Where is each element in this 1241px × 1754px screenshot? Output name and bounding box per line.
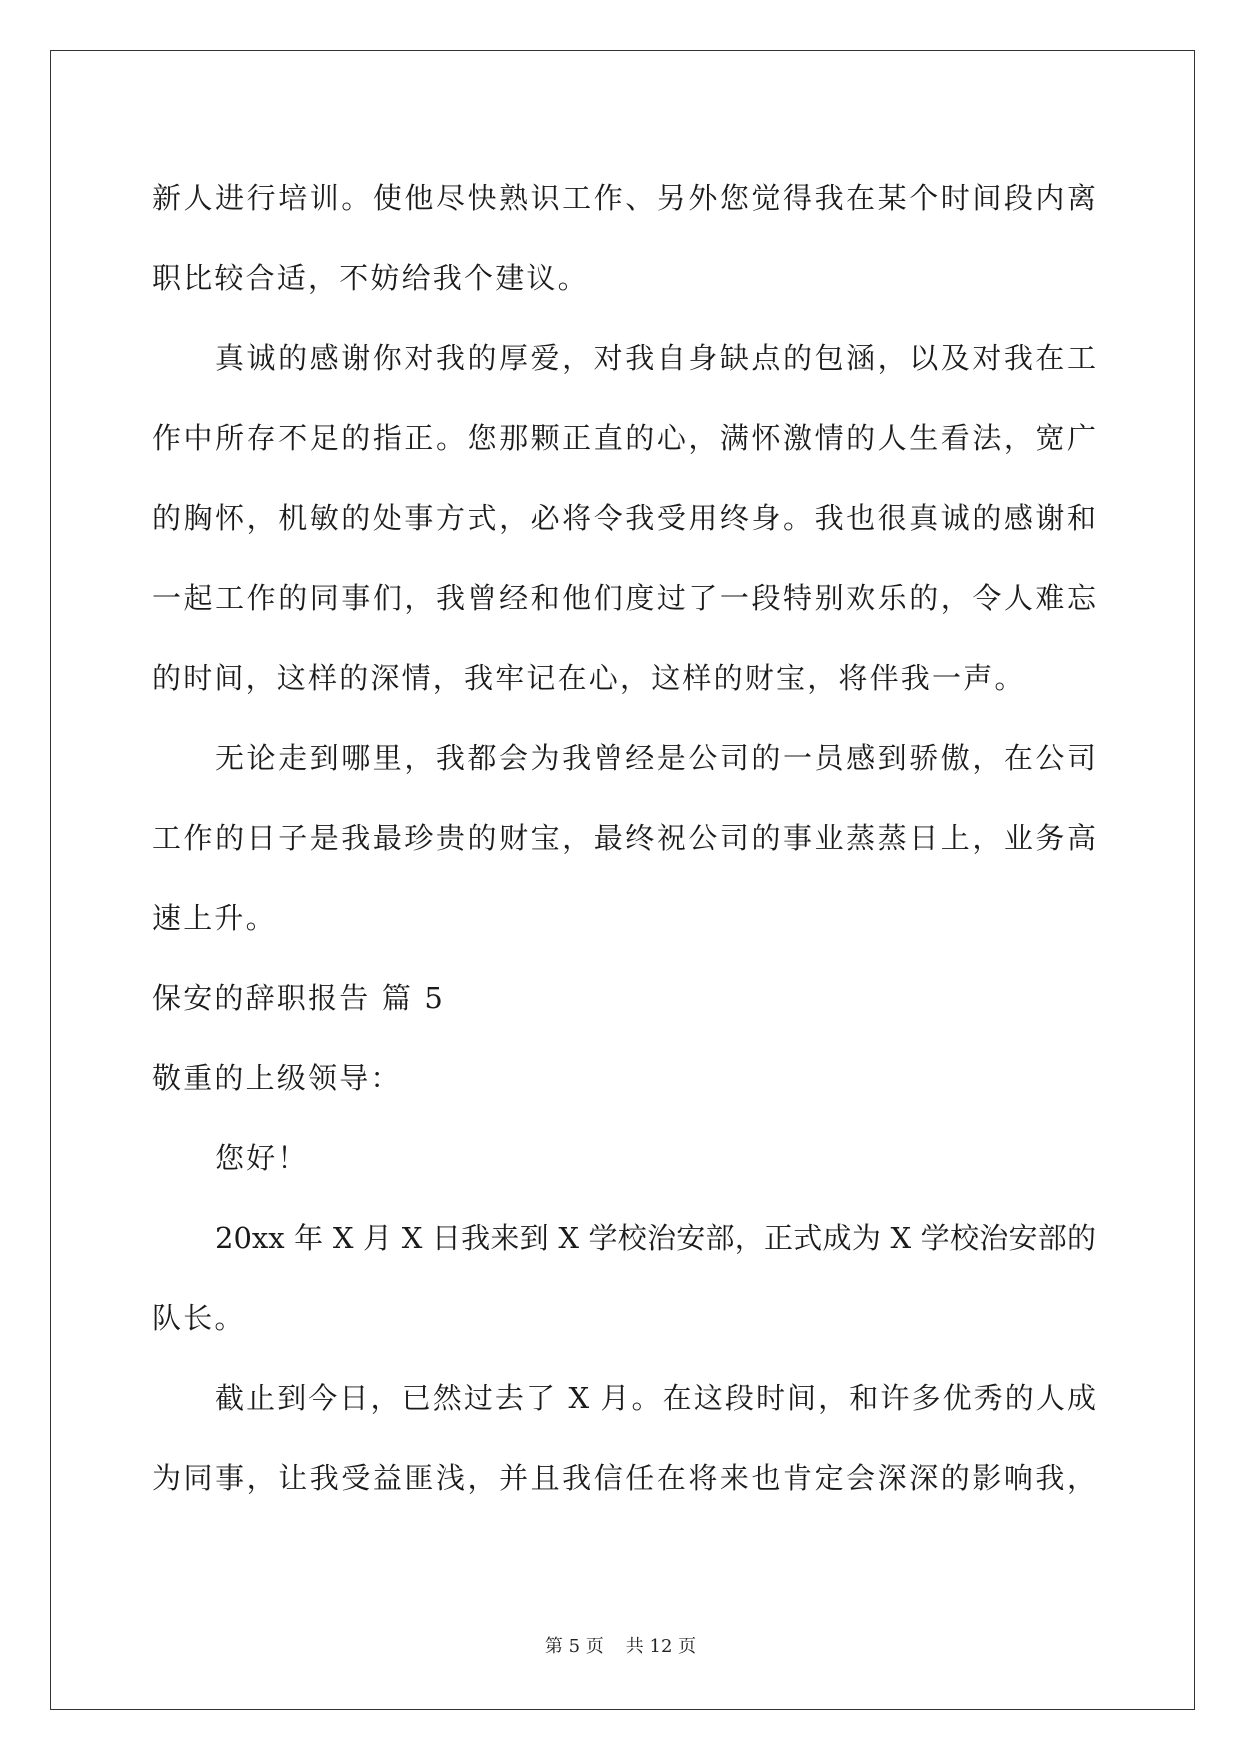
paragraph-line: 截止到今日，已然过去了 X 月。在这段时间，和许多优秀的人成 bbox=[215, 1381, 1096, 1415]
page-total: 共 12 页 bbox=[625, 1636, 697, 1657]
salutation: 敬重的上级领导： bbox=[152, 1061, 402, 1095]
paragraph-line: 一起工作的同事们，我曾经和他们度过了一段特别欢乐的，令人难忘 bbox=[152, 581, 1096, 615]
page-number: 第 5 页 bbox=[544, 1636, 604, 1657]
greeting: 您好！ bbox=[215, 1141, 309, 1175]
page-footer bbox=[0, 1632, 1241, 1658]
paragraph-line: 速上升。 bbox=[152, 901, 277, 935]
paragraph-line: 的时间，这样的深情，我牢记在心，这样的财宝，将伴我一声。 bbox=[152, 661, 1026, 695]
paragraph-line: 工作的日子是我最珍贵的财宝，最终祝公司的事业蒸蒸日上，业务高 bbox=[152, 821, 1096, 855]
paragraph-line: 20xx 年 X 月 X 日我来到 X 学校治安部，正式成为 X 学校治安部的 bbox=[215, 1221, 1096, 1255]
paragraph-line: 队长。 bbox=[152, 1301, 246, 1335]
paragraph-line: 作中所存不足的指正。您那颗正直的心，满怀激情的人生看法，宽广 bbox=[152, 421, 1096, 455]
paragraph-line: 无论走到哪里，我都会为我曾经是公司的一员感到骄傲，在公司 bbox=[215, 741, 1096, 775]
paragraph-line: 的胸怀，机敏的处事方式，必将令我受用终身。我也很真诚的感谢和 bbox=[152, 501, 1096, 535]
paragraph-line: 新人进行培训。使他尽快熟识工作、另外您觉得我在某个时间段内离 bbox=[152, 181, 1096, 215]
section-heading: 保安的辞职报告 篇 5 bbox=[152, 981, 446, 1015]
paragraph-line: 真诚的感谢你对我的厚爱，对我自身缺点的包涵，以及对我在工 bbox=[215, 341, 1096, 375]
paragraph-line: 职比较合适，不妨给我个建议。 bbox=[152, 261, 589, 295]
paragraph-line: 为同事，让我受益匪浅，并且我信任在将来也肯定会深深的影响我， bbox=[152, 1461, 1096, 1495]
document-body bbox=[152, 158, 1096, 1518]
